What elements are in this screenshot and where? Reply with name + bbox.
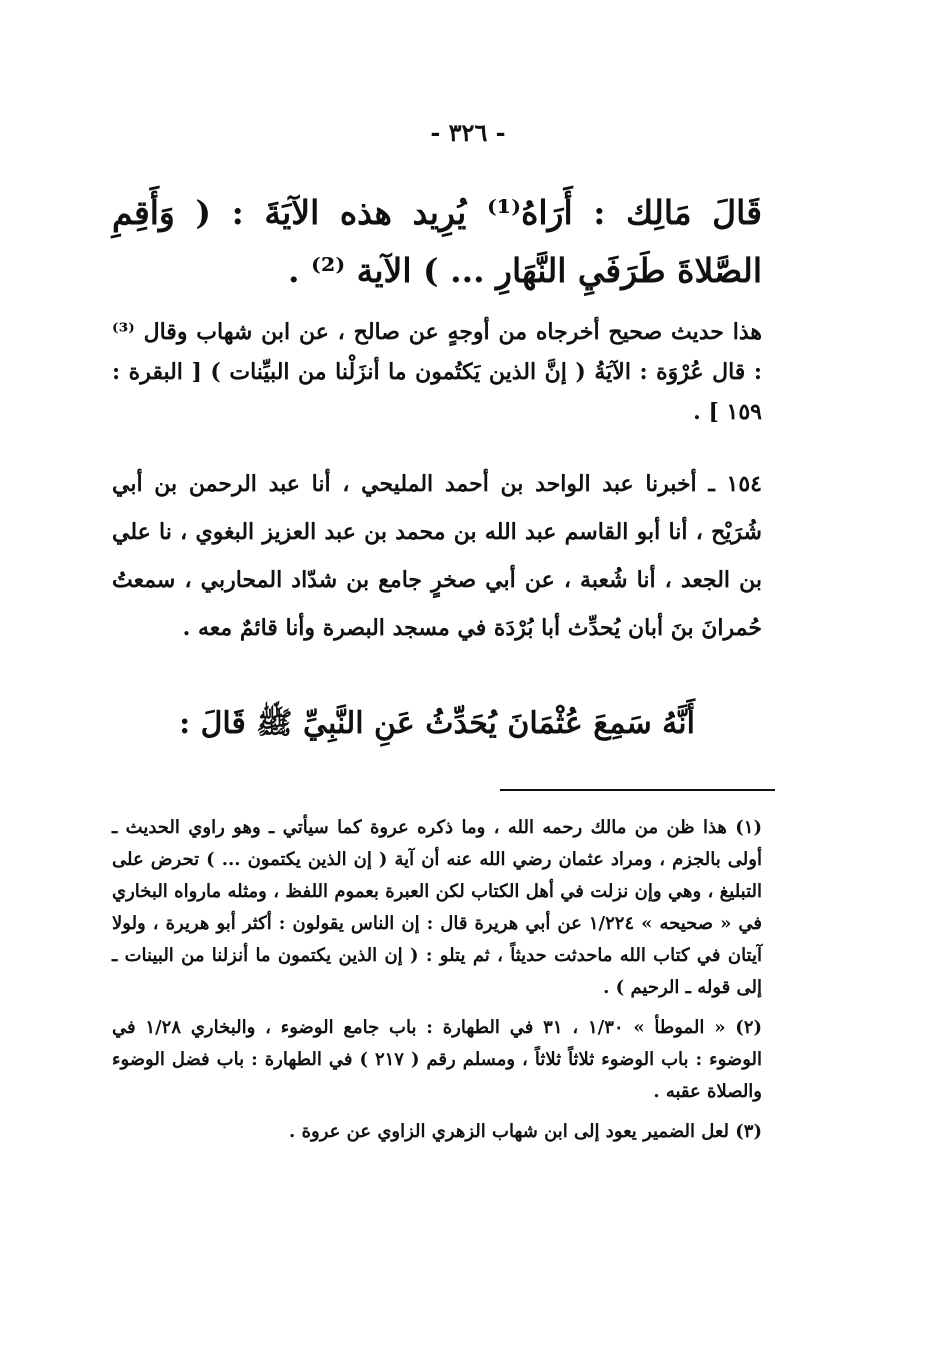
footnote-2: (٢) « الموطأ » ١/٣٠ ، ٣١ في الطهارة : باب جامع الوضوء ، والبخاري ١/٢٨ في الوضوء : باب الوضوء ثلاثاً ثلاثاً ، ومسلم رقم ( ٢١٧ ) في الطهارة : باب فضل الوضوء والصلاة عقبه . (112, 1017, 763, 1102)
footnote-divider (500, 789, 775, 791)
commentary-text: هذا حديث صحيح أخرجاه من أوجهٍ عن صالح ، عن ابن شهاب وقال ⁽³⁾ : قال عُرْوَة : الآيَةُ ( إنَّ الذين يَكتُمون ما أنزَلْنا من البيِّنات ) [ البقرة : ١٥٩ ] . (112, 319, 762, 425)
hadith-commentary (112, 312, 762, 432)
footnotes (112, 812, 762, 1156)
footnote-3: (٣) لعل الضمير يعود إلى ابن شهاب الزهري الزاوي عن عروة . (289, 1121, 762, 1142)
quote-text: قَالَ مَالِك : أَرَاهُ⁽¹⁾ يُرِيد هذه الآيَةَ : ( وَأَقِمِ الصَّلاةَ طَرَفَيِ النَّهَارِ ... ) الآية ⁽²⁾ . (112, 193, 762, 290)
footnote-1: (١) هذا ظن من مالك رحمه الله ، وما ذكره عروة كما سيأتي ـ وهو راوي الحديث ـ أولى بالجزم ، ومراد عثمان رضي الله عنه أن آية ( إن الذين يكتمون ... ) تحرض على التبليغ ، وهي وإن نزلت في أهل الكتاب لكن العبرة بعموم اللفظ ، ومثله مارواه البخاري في « صحيحه » ١/٢٢٤ عن أبي هريرة قال : إن الناس يقولون : أكثر أبو هريرة ، ولولا آيتان في كتاب الله ماحدثت حديثاً ، ثم يتلو : ( إن الذين يكتمون ما أنزلنا من البينات ـ إلى قوله ـ الرحيم ) . (112, 817, 762, 998)
hadith-chain-text: ١٥٤ ـ أخبرنا عبد الواحد بن أحمد المليحي ، أنا عبد الرحمن بن أبي شُرَيْح ، أنا أبو القاسم عبد الله بن محمد بن عبد العزيز البغوي ، نا علي بن الجعد ، أنا شُعبة ، عن أبي صخرٍ جامع بن شدّاد المحاربي ، سمعتُ حُمرانَ بنَ أبان يُحدِّث أبا بُرْدَة في مسجد البصرة وأنا قائمٌ معه . (112, 471, 762, 641)
hadith-154 (112, 460, 762, 652)
hadith-matn-heading: أَنَّهُ سَمِعَ عُثْمَانَ يُحَدِّثُ عَنِ النَّبِيِّ ﷺ قَالَ : (179, 706, 695, 741)
quranic-quote (112, 184, 762, 300)
page-number: - ٣٢٦ - (430, 118, 506, 147)
